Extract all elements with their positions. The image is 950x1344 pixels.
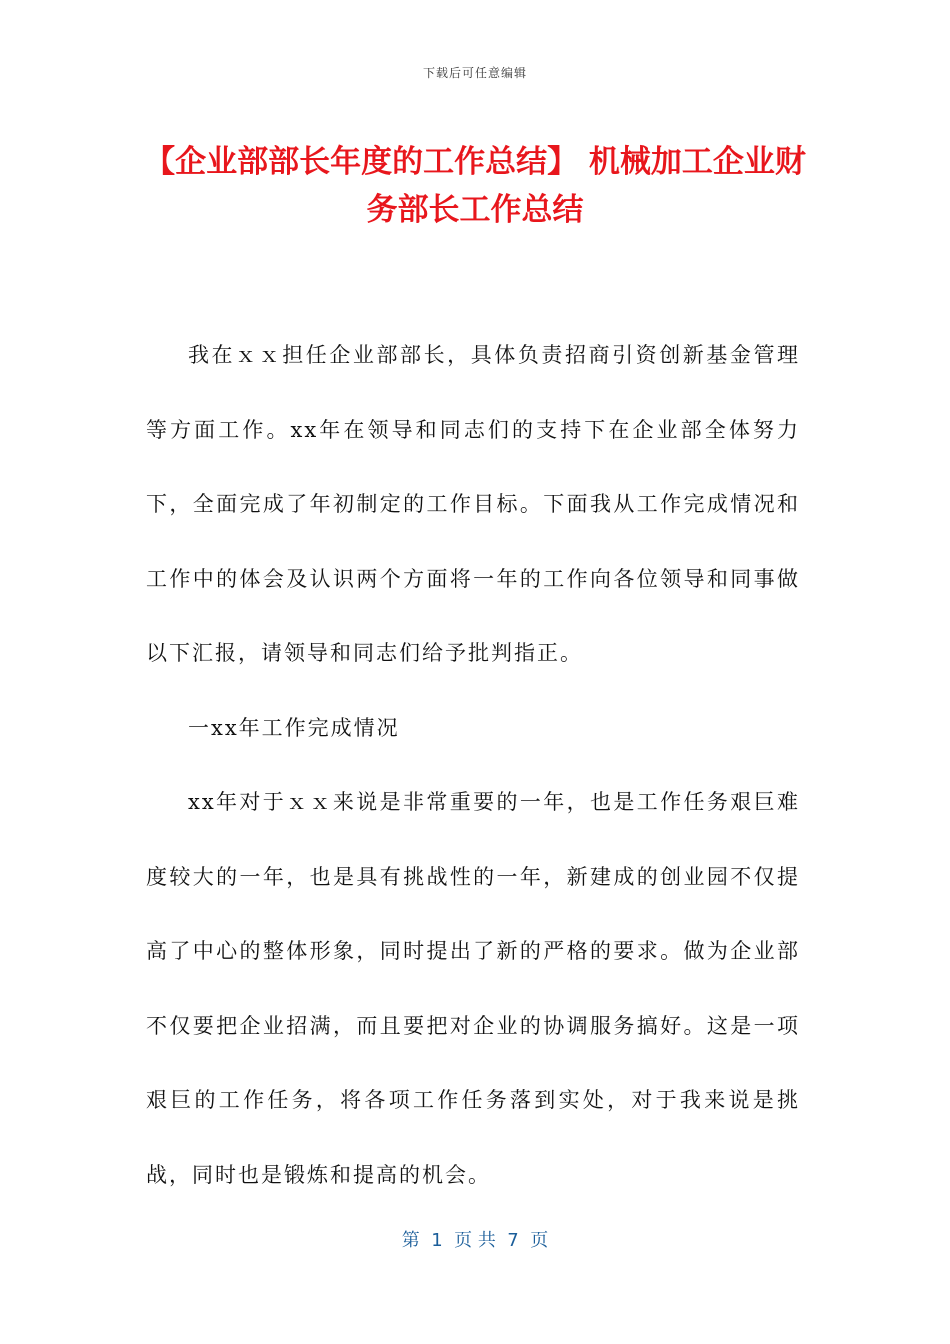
- page-number-footer: 第 1 页 共 7 页: [401, 1230, 549, 1251]
- document-title: 【企业部部长年度的工作总结】 机械加工企业财务部长工作总结: [144, 144, 806, 228]
- document-body: [146, 318, 800, 1212]
- section-heading: 一xx年工作完成情况: [188, 715, 400, 740]
- header-note: 下载后可任意编辑: [422, 66, 527, 80]
- paragraph-section-one: xx年对于ｘｘ来说是非常重要的一年，也是工作任务艰巨难度较大的一年，也是具有挑战性的一年，新建成的创业园不仅提高了中心的整体形象，同时提出了新的严格的要求。做为企业部不仅要把企业招满，而且要把对企业的协调服务搞好。这是一项艰巨的工作任务，将各项工作任务落到实处，对于我来说是挑战，同时也是锻炼和提高的机会。: [146, 790, 800, 1187]
- paragraph-intro: 我在ｘｘ担任企业部部长，具体负责招商引资创新基金管理等方面工作。xx年在领导和同志们的支持下在企业部全体努力下，全面完成了年初制定的工作目标。下面我从工作完成情况和工作中的体会及认识两个方面将一年的工作向各位领导和同事做以下汇报，请领导和同志们给予批判指正。: [146, 343, 800, 665]
